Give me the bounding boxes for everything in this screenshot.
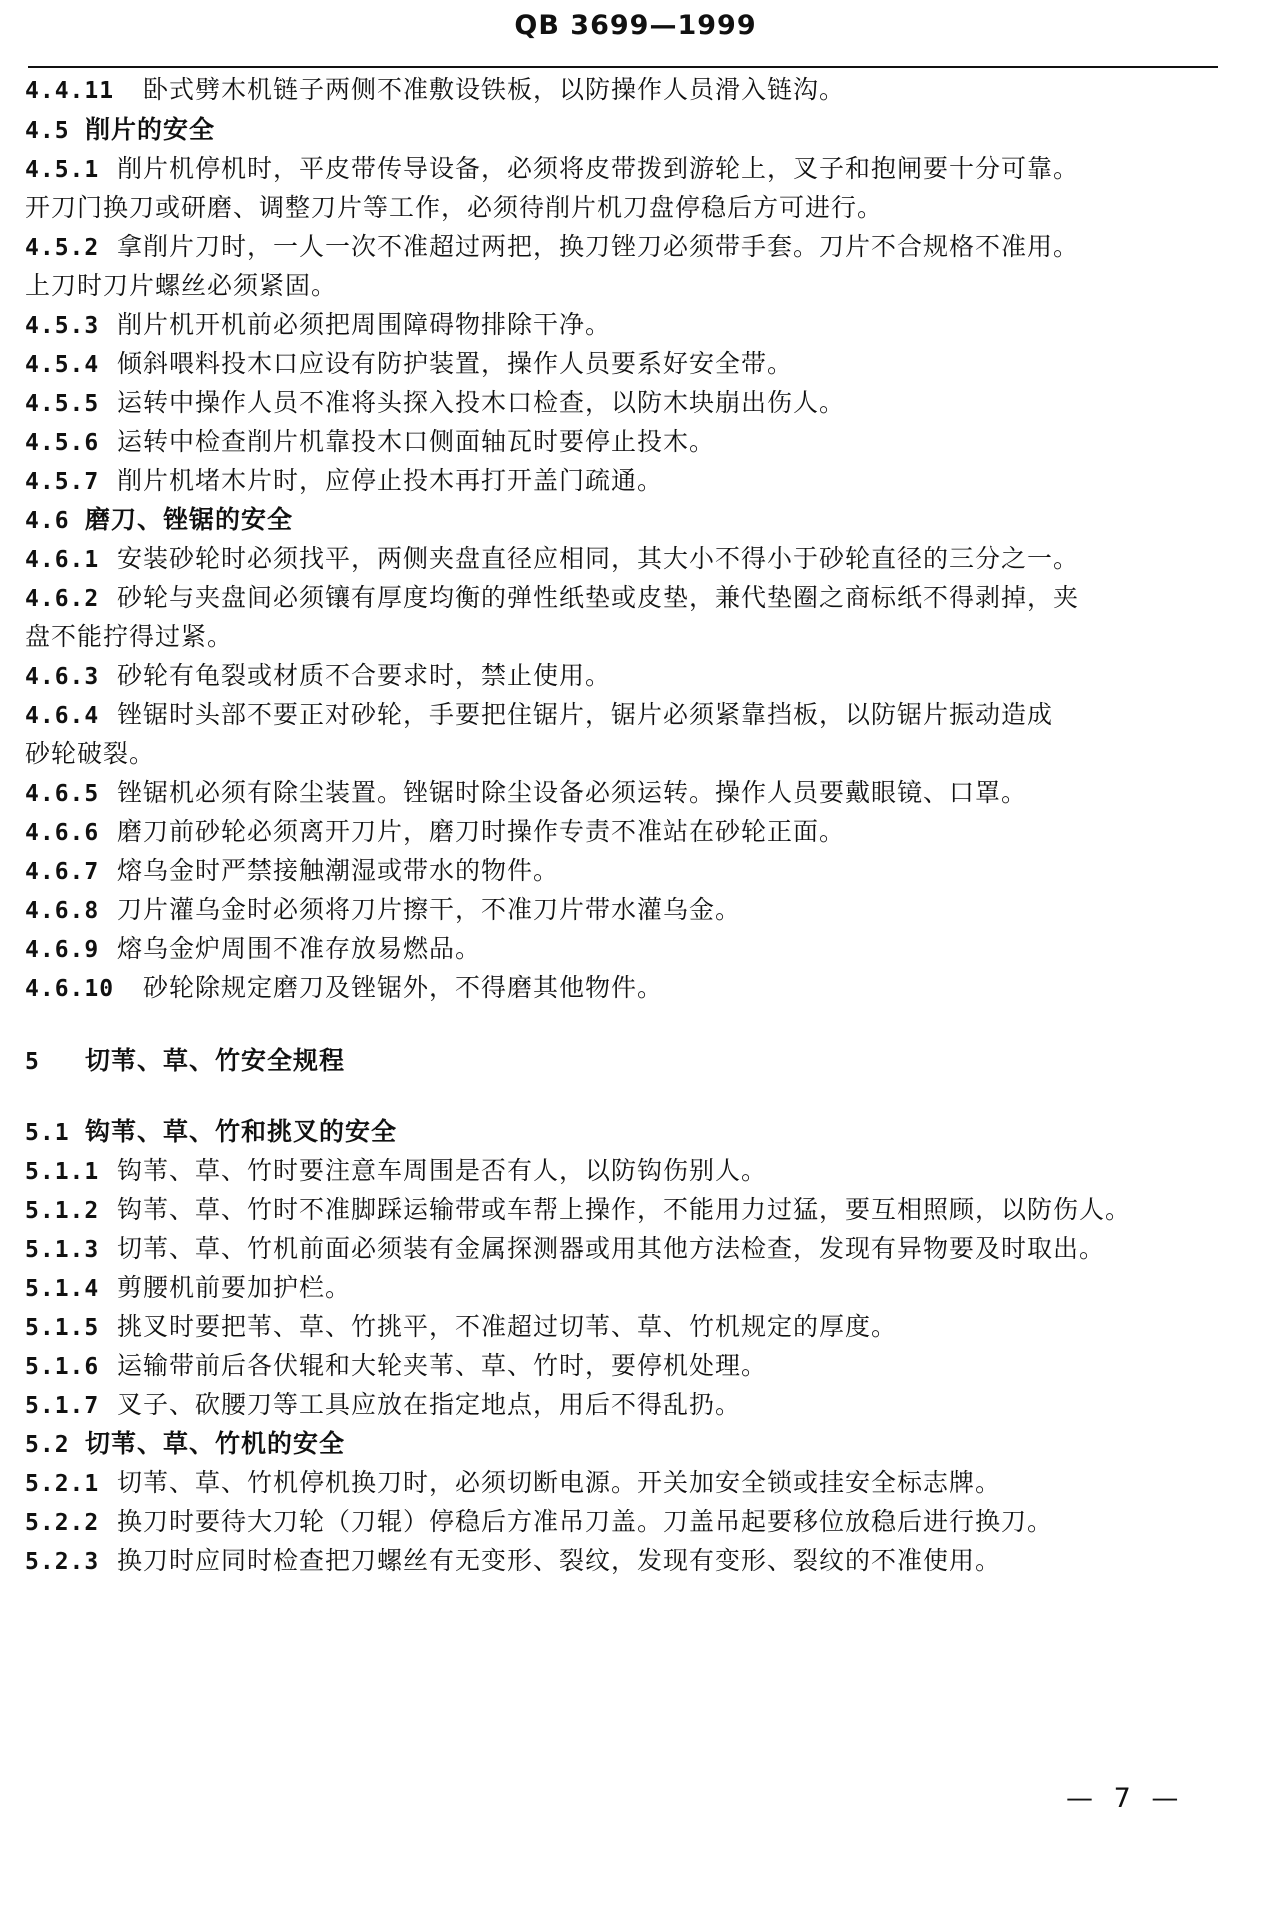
- clause-text: 开刀门换刀或研磨、调整刀片等工作，必须待削片机刀盘停稳后方可进行。: [25, 193, 884, 222]
- clause-text: 运输带前后各伏辊和大轮夹苇、草、竹时，要停机处理。: [117, 1351, 768, 1380]
- section-heading: 削片的安全: [85, 115, 216, 144]
- clause-5-2-3: [25, 1546, 1001, 1576]
- clause-4-5-4: [25, 349, 793, 379]
- clause-text: 换刀时要待大刀轮（刀辊）停稳后方准吊刀盖。刀盖吊起要移位放稳后进行换刀。: [117, 1507, 1054, 1536]
- clause-text: 换刀时应同时检查把刀螺丝有无变形、裂纹，发现有变形、裂纹的不准使用。: [117, 1546, 1002, 1575]
- clause-text: 砂轮与夹盘间必须镶有厚度均衡的弹性纸垫或皮垫，兼代垫圈之商标纸不得剥掉，夹: [117, 583, 1080, 612]
- clause-4-5-1: [25, 154, 1079, 184]
- clause-text: 熔乌金时严禁接触潮湿或带水的物件。: [117, 856, 560, 885]
- clause-number: 4.5: [25, 118, 70, 144]
- clause-number: 4.6.7: [25, 859, 100, 885]
- clause-text: 运转中操作人员不准将头探入投木口检查，以防木块崩出伤人。: [117, 388, 846, 417]
- clause-5-1-7: [25, 1390, 741, 1420]
- clause-number: 4.6.5: [25, 781, 100, 807]
- clause-5-1-5: [25, 1312, 897, 1342]
- section-heading: 切苇、草、竹机的安全: [85, 1429, 346, 1458]
- section-5-1: [25, 1117, 397, 1147]
- clause-4-6-1: [25, 544, 1079, 574]
- clause-text: 盘不能拧得过紧。: [25, 622, 234, 651]
- clause-5-1-6: [25, 1351, 767, 1381]
- clause-5-1-4: [25, 1273, 351, 1303]
- clause-4-6-8: [25, 895, 741, 925]
- chapter-5-heading: [25, 1046, 345, 1076]
- clause-5-2-2: [25, 1507, 1053, 1537]
- clause-number: 5.1.3: [25, 1237, 100, 1263]
- clause-number: 4.5.7: [25, 469, 100, 495]
- clause-number: 5.2: [25, 1432, 70, 1458]
- clause-number: 4.6.3: [25, 664, 100, 690]
- clause-4-5-6: [25, 427, 715, 457]
- clause-text: 拿削片刀时，一人一次不准超过两把，换刀锉刀必须带手套。刀片不合规格不准用。: [117, 232, 1080, 261]
- clause-4-6-4: [25, 700, 1053, 730]
- clause-4-5-2: [25, 232, 1079, 262]
- clause-text: 刀片灌乌金时必须将刀片擦干，不准刀片带水灌乌金。: [117, 895, 742, 924]
- clause-text: 削片机停机时，平皮带传导设备，必须将皮带拨到游轮上，叉子和抱闸要十分可靠。: [117, 154, 1080, 183]
- section-heading: 磨刀、锉锯的安全: [85, 505, 294, 534]
- clause-4-6-4-continuation: [25, 739, 155, 769]
- clause-number: 5.1: [25, 1120, 70, 1146]
- chapter-heading: 切苇、草、竹安全规程: [85, 1046, 346, 1075]
- clause-number: 4.6.1: [25, 547, 100, 573]
- clause-text: 挑叉时要把苇、草、竹挑平，不准超过切苇、草、竹机规定的厚度。: [117, 1312, 898, 1341]
- clause-text: 削片机堵木片时，应停止投木再打开盖门疏通。: [117, 466, 664, 495]
- clause-number: 5.1.2: [25, 1198, 100, 1224]
- standard-code-header: QB 3699—1999: [514, 10, 757, 41]
- clause-number: 5.1.5: [25, 1315, 100, 1341]
- clause-number: 4.6.8: [25, 898, 100, 924]
- clause-number: 5.2.1: [25, 1471, 100, 1497]
- clause-4-6-9: [25, 934, 481, 964]
- clause-text: 磨刀前砂轮必须离开刀片，磨刀时操作专责不准站在砂轮正面。: [117, 817, 846, 846]
- page-number: — 7 —: [1066, 1783, 1185, 1814]
- clause-5-2-1: [25, 1468, 1001, 1498]
- clause-4-6-3: [25, 661, 611, 691]
- clause-number: 4.6.6: [25, 820, 100, 846]
- clause-4-5-1-continuation: [25, 193, 883, 223]
- clause-text: 安装砂轮时必须找平，两侧夹盘直径应相同，其大小不得小于砂轮直径的三分之一。: [117, 544, 1080, 573]
- header-rule: [28, 66, 1218, 68]
- clause-text: 锉锯时头部不要正对砂轮，手要把住锯片，锯片必须紧靠挡板，以防锯片振动造成: [117, 700, 1054, 729]
- clause-text: 运转中检查削片机靠投木口侧面轴瓦时要停止投木。: [117, 427, 716, 456]
- section-5-2: [25, 1429, 345, 1459]
- section-4-5: [25, 115, 215, 145]
- clause-text: 叉子、砍腰刀等工具应放在指定地点，用后不得乱扔。: [117, 1390, 742, 1419]
- clause-number: 4.6.4: [25, 703, 100, 729]
- clause-text: 砂轮有龟裂或材质不合要求时，禁止使用。: [117, 661, 612, 690]
- clause-text: 上刀时刀片螺丝必须紧固。: [25, 271, 338, 300]
- clause-number: 5.2.2: [25, 1510, 100, 1536]
- section-4-6: [25, 505, 293, 535]
- clause-number: 5.1.7: [25, 1393, 100, 1419]
- clause-text: 熔乌金炉周围不准存放易燃品。: [117, 934, 482, 963]
- clause-4-5-3: [25, 310, 611, 340]
- clause-number: 4.6.9: [25, 937, 100, 963]
- clause-text: 削片机开机前必须把周围障碍物排除干净。: [117, 310, 612, 339]
- clause-5-1-3: [25, 1234, 1105, 1264]
- clause-text: 砂轮除规定磨刀及锉锯外，不得磨其他物件。: [143, 973, 664, 1002]
- clause-number: 5: [25, 1049, 40, 1075]
- clause-text: 剪腰机前要加护栏。: [117, 1273, 352, 1302]
- clause-number: 5.1.6: [25, 1354, 100, 1380]
- clause-4-6-10: [25, 973, 663, 1003]
- clause-4-6-5: [25, 778, 1027, 808]
- clause-text: 钩苇、草、竹时要注意车周围是否有人，以防钩伤别人。: [117, 1156, 768, 1185]
- clause-4-6-2-continuation: [25, 622, 233, 652]
- section-heading: 钩苇、草、竹和挑叉的安全: [85, 1117, 398, 1146]
- clause-number: 4.6.2: [25, 586, 100, 612]
- clause-text: 倾斜喂料投木口应设有防护装置，操作人员要系好安全带。: [117, 349, 794, 378]
- clause-number: 5.1.4: [25, 1276, 100, 1302]
- clause-4-5-7: [25, 466, 663, 496]
- clause-number: 4.5.5: [25, 391, 100, 417]
- clause-4-4-11: [25, 75, 845, 105]
- clause-4-5-2-continuation: [25, 271, 337, 301]
- clause-4-5-5: [25, 388, 845, 418]
- clause-number: 4.6: [25, 508, 70, 534]
- clause-number: 4.5.3: [25, 313, 100, 339]
- clause-5-1-2: [25, 1195, 1131, 1225]
- clause-text: 钩苇、草、竹时不准脚踩运输带或车帮上操作，不能用力过猛，要互相照顾，以防伤人。: [117, 1195, 1132, 1224]
- clause-5-1-1: [25, 1156, 767, 1186]
- clause-text: 卧式劈木机链子两侧不准敷设铁板，以防操作人员滑入链沟。: [143, 75, 846, 104]
- clause-number: 4.6.10: [25, 976, 115, 1002]
- clause-text: 砂轮破裂。: [25, 739, 156, 768]
- clause-text: 锉锯机必须有除尘装置。锉锯时除尘设备必须运转。操作人员要戴眼镜、口罩。: [117, 778, 1028, 807]
- clause-number: 4.5.1: [25, 157, 100, 183]
- clause-number: 4.5.2: [25, 235, 100, 261]
- clause-4-6-6: [25, 817, 845, 847]
- clause-number: 4.5.6: [25, 430, 100, 456]
- clause-number: 4.5.4: [25, 352, 100, 378]
- clause-number: 5.2.3: [25, 1549, 100, 1575]
- clause-text: 切苇、草、竹机停机换刀时，必须切断电源。开关加安全锁或挂安全标志牌。: [117, 1468, 1002, 1497]
- clause-4-6-2: [25, 583, 1079, 613]
- clause-4-6-7: [25, 856, 559, 886]
- clause-number: 4.4.11: [25, 78, 115, 104]
- clause-text: 切苇、草、竹机前面必须装有金属探测器或用其他方法检查，发现有异物要及时取出。: [117, 1234, 1106, 1263]
- clause-number: 5.1.1: [25, 1159, 100, 1185]
